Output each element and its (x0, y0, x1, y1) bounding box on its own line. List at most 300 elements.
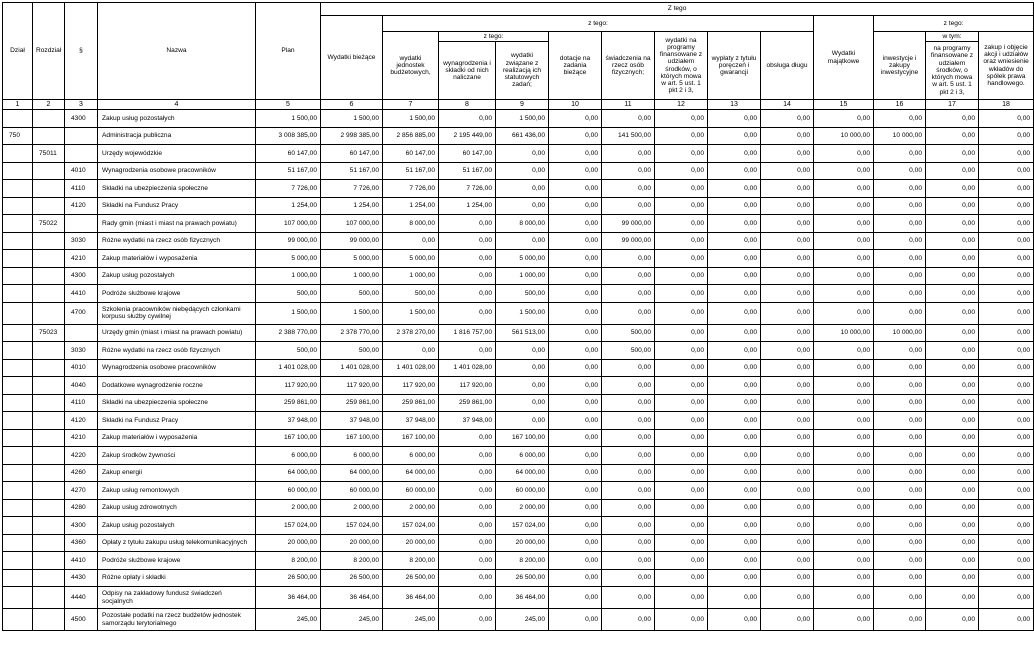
cell-value: 0,00 (655, 534, 708, 552)
cell-value: 0,00 (439, 250, 496, 268)
cell-value: 0,00 (655, 587, 708, 609)
cell-value: 245,00 (321, 609, 383, 631)
cell-value: 8 000,00 (496, 215, 549, 233)
cell-value: 60 147,00 (439, 145, 496, 163)
cell-value: 0,00 (549, 110, 602, 128)
cell-value: 0,00 (814, 197, 874, 215)
cell-value: 0,00 (761, 267, 814, 285)
cell-value: 259 861,00 (321, 394, 383, 412)
table-row (3, 162, 1034, 180)
cell-value: 0,00 (874, 267, 926, 285)
cell-value: 0,00 (761, 447, 814, 465)
cell-value: 0,00 (655, 569, 708, 587)
cell-value: 0,00 (496, 145, 549, 163)
cell-value: 0,00 (874, 412, 926, 430)
cell-value: 0,00 (979, 429, 1034, 447)
cell-value: 26 500,00 (496, 569, 549, 587)
cell-value: 0,00 (761, 197, 814, 215)
cell-paragraf: 4110 (65, 180, 98, 198)
cell-value: 0,00 (439, 447, 496, 465)
cell-value: 0,00 (874, 587, 926, 609)
cell-value: 0,00 (708, 569, 761, 587)
cell-value: 6 000,00 (496, 447, 549, 465)
cell-value: 0,00 (761, 342, 814, 360)
cell-value: 0,00 (496, 412, 549, 430)
cell-value: 0,00 (926, 215, 979, 233)
cell-dzial (3, 342, 33, 360)
cell-value: 37 948,00 (439, 412, 496, 430)
cell-value: 0,00 (814, 429, 874, 447)
cell-value: 0,00 (874, 447, 926, 465)
cell-value: 0,00 (708, 180, 761, 198)
column-number-row (3, 100, 1034, 110)
cell-value: 0,00 (979, 232, 1034, 250)
cell-value: 3 008 385,00 (256, 127, 321, 145)
cell-nazwa: Pozostałe podatki na rzecz budżetów jednostek samorządu terytorialnego (98, 609, 256, 631)
table-row (3, 285, 1034, 303)
cell-nazwa: Odpisy na zakładowy fundusz świadczeń socjalnych (98, 587, 256, 609)
cell-rozdzial (33, 285, 65, 303)
cell-paragraf: 4120 (65, 197, 98, 215)
cell-value: 1 500,00 (256, 110, 321, 128)
cell-value: 500,00 (256, 285, 321, 303)
cell-value: 5 000,00 (496, 250, 549, 268)
cell-value: 0,00 (655, 394, 708, 412)
cell-rozdzial (33, 162, 65, 180)
cell-value: 0,00 (926, 162, 979, 180)
cell-value: 26 500,00 (321, 569, 383, 587)
cell-value: 7 726,00 (439, 180, 496, 198)
cell-value: 0,00 (602, 267, 655, 285)
cell-value: 0,00 (602, 517, 655, 535)
cell-paragraf: 4410 (65, 552, 98, 570)
budget-table (2, 2, 1034, 631)
header-paragraf: § (65, 3, 98, 100)
cell-value: 0,00 (926, 482, 979, 500)
cell-value: 0,00 (602, 145, 655, 163)
cell-value: 0,00 (655, 110, 708, 128)
cell-value: 0,00 (814, 499, 874, 517)
cell-value: 0,00 (979, 267, 1034, 285)
cell-value: 0,00 (439, 482, 496, 500)
cell-value: 0,00 (549, 394, 602, 412)
cell-value: 0,00 (979, 517, 1034, 535)
cell-value: 7 726,00 (321, 180, 383, 198)
cell-dzial (3, 534, 33, 552)
cell-value: 0,00 (761, 587, 814, 609)
cell-value: 0,00 (439, 215, 496, 233)
cell-nazwa: Rady gmin (miast i miast na prawach powiatu) (98, 215, 256, 233)
table-row (3, 534, 1034, 552)
cell-value: 0,00 (655, 412, 708, 430)
cell-value: 64 000,00 (256, 464, 321, 482)
cell-value: 0,00 (655, 359, 708, 377)
cell-value: 245,00 (496, 609, 549, 631)
cell-paragraf: 4280 (65, 499, 98, 517)
cell-value: 37 948,00 (256, 412, 321, 430)
cell-value: 0,00 (708, 482, 761, 500)
cell-value: 117 920,00 (383, 377, 439, 395)
cell-value: 0,00 (439, 342, 496, 360)
cell-value: 0,00 (439, 517, 496, 535)
cell-value: 0,00 (979, 377, 1034, 395)
cell-value: 0,00 (926, 412, 979, 430)
cell-value: 0,00 (874, 359, 926, 377)
header-rozdzial: Rozdział (33, 3, 65, 100)
table-row (3, 359, 1034, 377)
cell-value: 0,00 (655, 324, 708, 342)
cell-value: 1 000,00 (496, 267, 549, 285)
cell-dzial (3, 145, 33, 163)
cell-value: 0,00 (979, 534, 1034, 552)
cell-nazwa: Różne wydatki na rzecz osób fizycznych (98, 342, 256, 360)
header-z-tego-jednostek: z tego: (439, 32, 549, 42)
cell-value: 0,00 (874, 609, 926, 631)
cell-value: 0,00 (926, 232, 979, 250)
cell-value: 157 024,00 (256, 517, 321, 535)
cell-nazwa: Wynagrodzenia osobowe pracowników (98, 359, 256, 377)
cell-value: 51 167,00 (383, 162, 439, 180)
cell-rozdzial (33, 429, 65, 447)
cell-rozdzial (33, 609, 65, 631)
cell-value: 259 861,00 (256, 394, 321, 412)
cell-value: 0,00 (602, 609, 655, 631)
cell-paragraf: 4010 (65, 359, 98, 377)
cell-value: 0,00 (549, 412, 602, 430)
cell-value: 0,00 (814, 267, 874, 285)
cell-value: 0,00 (979, 302, 1034, 324)
cell-value: 2 378 770,00 (321, 324, 383, 342)
header-plan: Plan (256, 3, 321, 100)
cell-value: 0,00 (439, 429, 496, 447)
cell-value: 99 000,00 (602, 215, 655, 233)
cell-value: 0,00 (814, 180, 874, 198)
cell-value: 0,00 (926, 285, 979, 303)
cell-value: 0,00 (761, 394, 814, 412)
cell-value: 157 024,00 (383, 517, 439, 535)
cell-value: 0,00 (979, 197, 1034, 215)
cell-value: 36 464,00 (256, 587, 321, 609)
cell-value: 0,00 (814, 145, 874, 163)
cell-value: 0,00 (602, 464, 655, 482)
cell-value: 0,00 (926, 359, 979, 377)
cell-value: 0,00 (439, 464, 496, 482)
cell-value: 0,00 (549, 499, 602, 517)
cell-dzial: 750 (3, 127, 33, 145)
cell-value: 10 000,00 (874, 127, 926, 145)
cell-value: 500,00 (321, 342, 383, 360)
cell-value: 245,00 (256, 609, 321, 631)
cell-nazwa: Zakup usług remontowych (98, 482, 256, 500)
cell-value: 0,00 (602, 302, 655, 324)
cell-value: 0,00 (708, 412, 761, 430)
cell-value: 8 200,00 (321, 552, 383, 570)
cell-value: 60 147,00 (321, 145, 383, 163)
cell-value: 2 998 385,00 (321, 127, 383, 145)
cell-value: 0,00 (549, 267, 602, 285)
cell-value: 0,00 (761, 534, 814, 552)
cell-value: 0,00 (708, 302, 761, 324)
cell-value: 0,00 (979, 394, 1034, 412)
cell-value: 6 000,00 (321, 447, 383, 465)
cell-value: 1 500,00 (496, 302, 549, 324)
cell-rozdzial (33, 517, 65, 535)
cell-value: 0,00 (708, 162, 761, 180)
cell-rozdzial (33, 552, 65, 570)
cell-value: 0,00 (926, 267, 979, 285)
cell-value: 64 000,00 (383, 464, 439, 482)
cell-rozdzial: 75022 (33, 215, 65, 233)
cell-value: 0,00 (874, 499, 926, 517)
cell-value: 107 000,00 (256, 215, 321, 233)
cell-nazwa: Składki na Fundusz Pracy (98, 412, 256, 430)
cell-paragraf (65, 127, 98, 145)
cell-value: 0,00 (655, 267, 708, 285)
cell-value: 0,00 (814, 110, 874, 128)
cell-nazwa: Składki na ubezpieczenia społeczne (98, 180, 256, 198)
cell-value: 60 147,00 (256, 145, 321, 163)
cell-value: 1 254,00 (321, 197, 383, 215)
cell-value: 0,00 (979, 180, 1034, 198)
cell-value: 8 200,00 (256, 552, 321, 570)
cell-value: 1 000,00 (383, 267, 439, 285)
cell-value: 0,00 (874, 110, 926, 128)
cell-paragraf: 4040 (65, 377, 98, 395)
cell-value: 0,00 (383, 342, 439, 360)
cell-value: 0,00 (814, 250, 874, 268)
cell-value: 0,00 (814, 464, 874, 482)
header-programy-majatkowe: na programy finansowane z udziałem środków, o których mowa w art. 5 ust. 1 pkt 2 i 3, (926, 42, 979, 100)
cell-value: 0,00 (926, 447, 979, 465)
cell-value: 0,00 (602, 412, 655, 430)
cell-value: 0,00 (496, 232, 549, 250)
cell-rozdzial: 75023 (33, 324, 65, 342)
cell-value: 117 920,00 (321, 377, 383, 395)
cell-value: 0,00 (708, 534, 761, 552)
cell-value: 0,00 (926, 127, 979, 145)
cell-paragraf: 4120 (65, 412, 98, 430)
cell-value: 0,00 (655, 180, 708, 198)
cell-value: 0,00 (874, 232, 926, 250)
cell-value: 0,00 (655, 377, 708, 395)
table-row (3, 482, 1034, 500)
cell-value: 0,00 (814, 215, 874, 233)
cell-value: 0,00 (979, 499, 1034, 517)
cell-value: 0,00 (439, 110, 496, 128)
cell-value: 0,00 (708, 110, 761, 128)
header-wyplaty: wypłaty z tytułu poręczeń i gwarancji (708, 32, 761, 100)
cell-value: 157 024,00 (321, 517, 383, 535)
cell-value: 0,00 (761, 232, 814, 250)
cell-value: 0,00 (549, 464, 602, 482)
cell-value: 2 195 449,00 (439, 127, 496, 145)
cell-dzial (3, 267, 33, 285)
cell-rozdzial (33, 267, 65, 285)
cell-dzial (3, 180, 33, 198)
cell-value: 0,00 (708, 215, 761, 233)
cell-value: 6 000,00 (256, 447, 321, 465)
cell-value: 0,00 (761, 215, 814, 233)
cell-value: 0,00 (761, 464, 814, 482)
cell-value: 0,00 (761, 250, 814, 268)
table-row (3, 587, 1034, 609)
cell-value: 259 861,00 (383, 394, 439, 412)
cell-value: 0,00 (602, 110, 655, 128)
cell-value: 0,00 (761, 609, 814, 631)
cell-value: 0,00 (439, 552, 496, 570)
cell-value: 0,00 (926, 429, 979, 447)
cell-nazwa: Zakup usług pozostałych (98, 517, 256, 535)
cell-value: 2 378 270,00 (383, 324, 439, 342)
cell-value: 0,00 (874, 197, 926, 215)
cell-nazwa: Różne wydatki na rzecz osób fizycznych (98, 232, 256, 250)
cell-value: 0,00 (549, 232, 602, 250)
cell-value: 0,00 (761, 517, 814, 535)
cell-value: 0,00 (761, 412, 814, 430)
cell-value: 0,00 (549, 285, 602, 303)
cell-nazwa: Zakup środków żywności (98, 447, 256, 465)
table-row (3, 215, 1034, 233)
cell-value: 0,00 (926, 517, 979, 535)
cell-nazwa: Zakup materiałów i wyposażenia (98, 250, 256, 268)
cell-value: 5 000,00 (321, 250, 383, 268)
column-number: 14 (761, 100, 814, 110)
cell-value: 64 000,00 (496, 464, 549, 482)
cell-dzial (3, 324, 33, 342)
table-row (3, 517, 1034, 535)
cell-value: 36 464,00 (321, 587, 383, 609)
cell-value: 10 000,00 (814, 127, 874, 145)
cell-nazwa: Różne opłaty i składki (98, 569, 256, 587)
cell-value: 0,00 (549, 324, 602, 342)
cell-dzial (3, 285, 33, 303)
cell-value: 1 500,00 (383, 302, 439, 324)
cell-value: 1 500,00 (383, 110, 439, 128)
cell-value: 1 401 028,00 (321, 359, 383, 377)
cell-value: 0,00 (814, 517, 874, 535)
cell-value: 5 000,00 (256, 250, 321, 268)
table-row (3, 499, 1034, 517)
cell-dzial (3, 609, 33, 631)
cell-value: 10 000,00 (814, 324, 874, 342)
cell-value: 0,00 (602, 482, 655, 500)
cell-value: 1 500,00 (321, 110, 383, 128)
header-swiadczenia: świadczenia na rzecz osób fizycznych; (602, 32, 655, 100)
cell-value: 64 000,00 (321, 464, 383, 482)
cell-rozdzial: 75011 (33, 145, 65, 163)
cell-value: 0,00 (602, 587, 655, 609)
cell-value: 0,00 (602, 285, 655, 303)
cell-nazwa: Zakup materiałów i wyposażenia (98, 429, 256, 447)
column-number: 11 (602, 100, 655, 110)
column-number: 9 (496, 100, 549, 110)
cell-value: 0,00 (874, 377, 926, 395)
cell-value: 500,00 (256, 342, 321, 360)
cell-value: 0,00 (602, 377, 655, 395)
cell-value: 0,00 (708, 324, 761, 342)
cell-value: 60 000,00 (383, 482, 439, 500)
cell-value: 0,00 (549, 359, 602, 377)
cell-rozdzial (33, 412, 65, 430)
cell-value: 20 000,00 (496, 534, 549, 552)
column-number: 1 (3, 100, 33, 110)
cell-value: 0,00 (496, 162, 549, 180)
table-row (3, 609, 1034, 631)
table-row (3, 250, 1034, 268)
cell-nazwa: Urzędy gmin (miast i miast na prawach powiatu) (98, 324, 256, 342)
cell-value: 500,00 (602, 342, 655, 360)
column-number: 4 (98, 100, 256, 110)
cell-value: 0,00 (708, 342, 761, 360)
cell-value: 561 513,00 (496, 324, 549, 342)
cell-paragraf (65, 215, 98, 233)
table-row (3, 145, 1034, 163)
cell-value: 60 000,00 (256, 482, 321, 500)
cell-paragraf: 4220 (65, 447, 98, 465)
cell-rozdzial (33, 394, 65, 412)
cell-nazwa: Składki na ubezpieczenia społeczne (98, 394, 256, 412)
cell-paragraf: 4260 (65, 464, 98, 482)
cell-value: 0,00 (926, 569, 979, 587)
cell-value: 0,00 (439, 609, 496, 631)
cell-value: 0,00 (926, 302, 979, 324)
cell-nazwa: Opłaty z tytułu zakupu usług telekomunikacyjnych (98, 534, 256, 552)
cell-rozdzial (33, 482, 65, 500)
cell-value: 0,00 (979, 162, 1034, 180)
column-number: 8 (439, 100, 496, 110)
table-row (3, 552, 1034, 570)
cell-value: 0,00 (708, 197, 761, 215)
cell-value: 117 920,00 (439, 377, 496, 395)
cell-value: 0,00 (761, 110, 814, 128)
cell-value: 0,00 (814, 302, 874, 324)
cell-value: 0,00 (655, 429, 708, 447)
cell-value: 0,00 (926, 324, 979, 342)
cell-rozdzial (33, 569, 65, 587)
cell-value: 0,00 (979, 250, 1034, 268)
header-wydatki-biezace: Wydatki bieżące (321, 16, 383, 100)
cell-value: 0,00 (439, 499, 496, 517)
cell-value: 36 464,00 (383, 587, 439, 609)
cell-rozdzial (33, 359, 65, 377)
cell-value: 0,00 (979, 145, 1034, 163)
cell-value: 1 000,00 (321, 267, 383, 285)
cell-value: 20 000,00 (256, 534, 321, 552)
cell-value: 167 100,00 (256, 429, 321, 447)
cell-value: 7 726,00 (383, 180, 439, 198)
cell-value: 0,00 (655, 197, 708, 215)
cell-value: 26 500,00 (383, 569, 439, 587)
cell-dzial (3, 162, 33, 180)
cell-value: 0,00 (549, 429, 602, 447)
cell-value: 0,00 (708, 267, 761, 285)
cell-paragraf: 4500 (65, 609, 98, 631)
cell-value: 0,00 (814, 377, 874, 395)
cell-value: 0,00 (655, 127, 708, 145)
cell-paragraf (65, 145, 98, 163)
cell-value: 0,00 (496, 377, 549, 395)
table-row (3, 110, 1034, 128)
cell-dzial (3, 394, 33, 412)
cell-value: 0,00 (814, 447, 874, 465)
cell-value: 0,00 (549, 145, 602, 163)
cell-paragraf: 4300 (65, 267, 98, 285)
table-row (3, 429, 1034, 447)
cell-value: 0,00 (708, 145, 761, 163)
cell-nazwa: Wynagrodzenia osobowe pracowników (98, 162, 256, 180)
cell-value: 0,00 (874, 162, 926, 180)
cell-value: 0,00 (979, 464, 1034, 482)
